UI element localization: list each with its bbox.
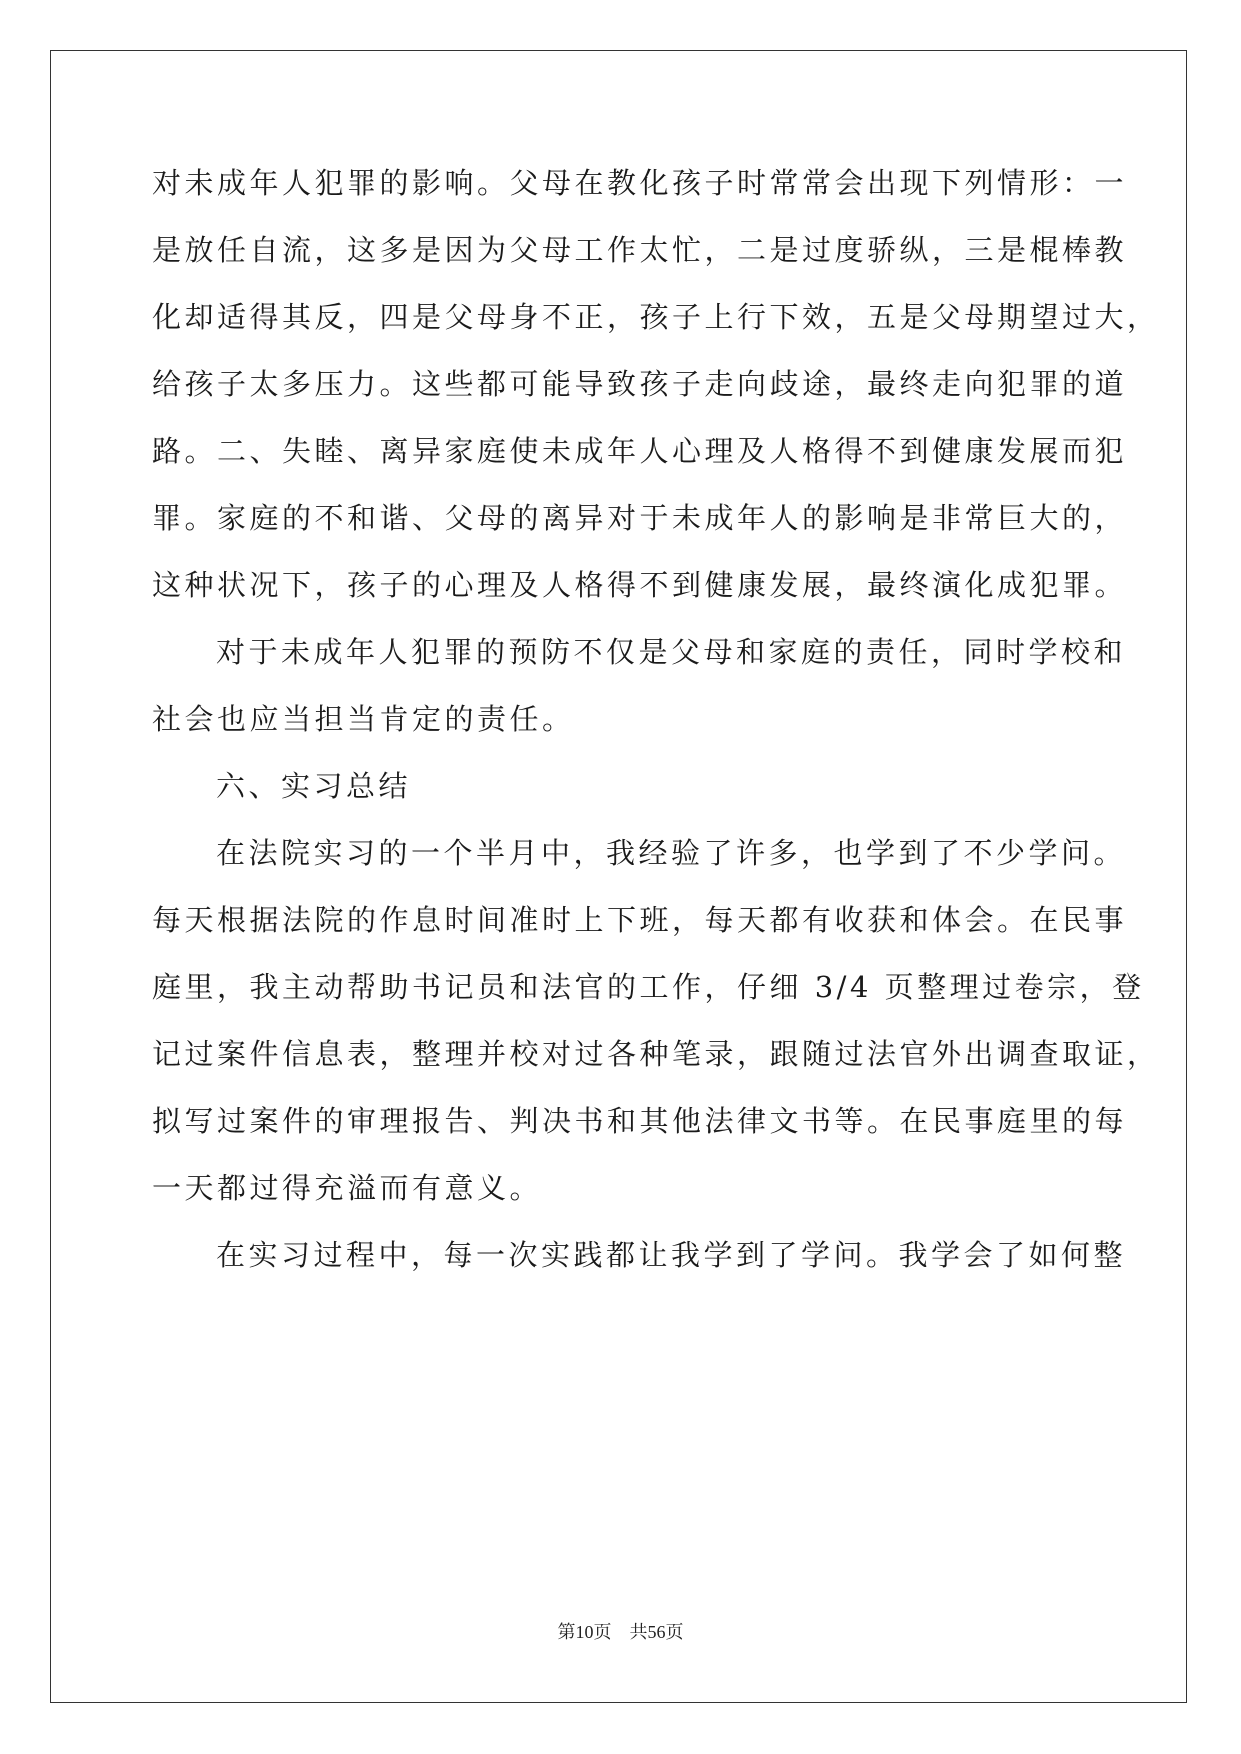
text-line: 罪。家庭的不和谐、父母的离异对于未成年人的影响是非常巨大的， <box>152 501 1128 535</box>
text-line: 每天根据法院的作息时间准时上下班，每天都有收获和体会。在民事 <box>152 903 1128 937</box>
paragraph-start-line: 在法院实习的一个半月中，我经验了许多，也学到了不少学问。 <box>216 836 1127 870</box>
page-number: 第10页 <box>557 1622 612 1642</box>
document-body <box>152 150 1160 1289</box>
text-line: 庭里，我主动帮助书记员和法官的工作，仔细 3/4 页整理过卷宗，登 <box>152 970 1145 1004</box>
text-line: 路。二、失睦、离异家庭使未成年人心理及人格得不到健康发展而犯 <box>152 434 1128 468</box>
text-line: 记过案件信息表，整理并校对过各种笔录，跟随过法官外出调查取证， <box>152 1037 1160 1071</box>
page-total: 共56页 <box>629 1622 684 1642</box>
text-line: 化却适得其反，四是父母身不正，孩子上行下效，五是父母期望过大， <box>152 300 1160 334</box>
text-line: 对未成年人犯罪的影响。父母在教化孩子时常常会出现下列情形：一 <box>152 166 1128 200</box>
text-line: 一天都过得充溢而有意义。 <box>152 1171 543 1205</box>
page-footer <box>0 1618 1241 1644</box>
text-line: 拟写过案件的审理报告、判决书和其他法律文书等。在民事庭里的每 <box>152 1104 1128 1138</box>
section-heading: 六、实习总结 <box>216 769 412 803</box>
text-line: 给孩子太多压力。这些都可能导致孩子走向歧途，最终走向犯罪的道 <box>152 367 1128 401</box>
text-line: 这种状况下，孩子的心理及人格得不到健康发展，最终演化成犯罪。 <box>152 568 1128 602</box>
paragraph-start-line: 对于未成年人犯罪的预防不仅是父母和家庭的责任，同时学校和 <box>216 635 1127 669</box>
text-line: 是放任自流，这多是因为父母工作太忙，二是过度骄纵，三是棍棒教 <box>152 233 1128 267</box>
text-line: 社会也应当担当肯定的责任。 <box>152 702 575 736</box>
paragraph-start-line: 在实习过程中，每一次实践都让我学到了学问。我学会了如何整 <box>216 1238 1127 1272</box>
